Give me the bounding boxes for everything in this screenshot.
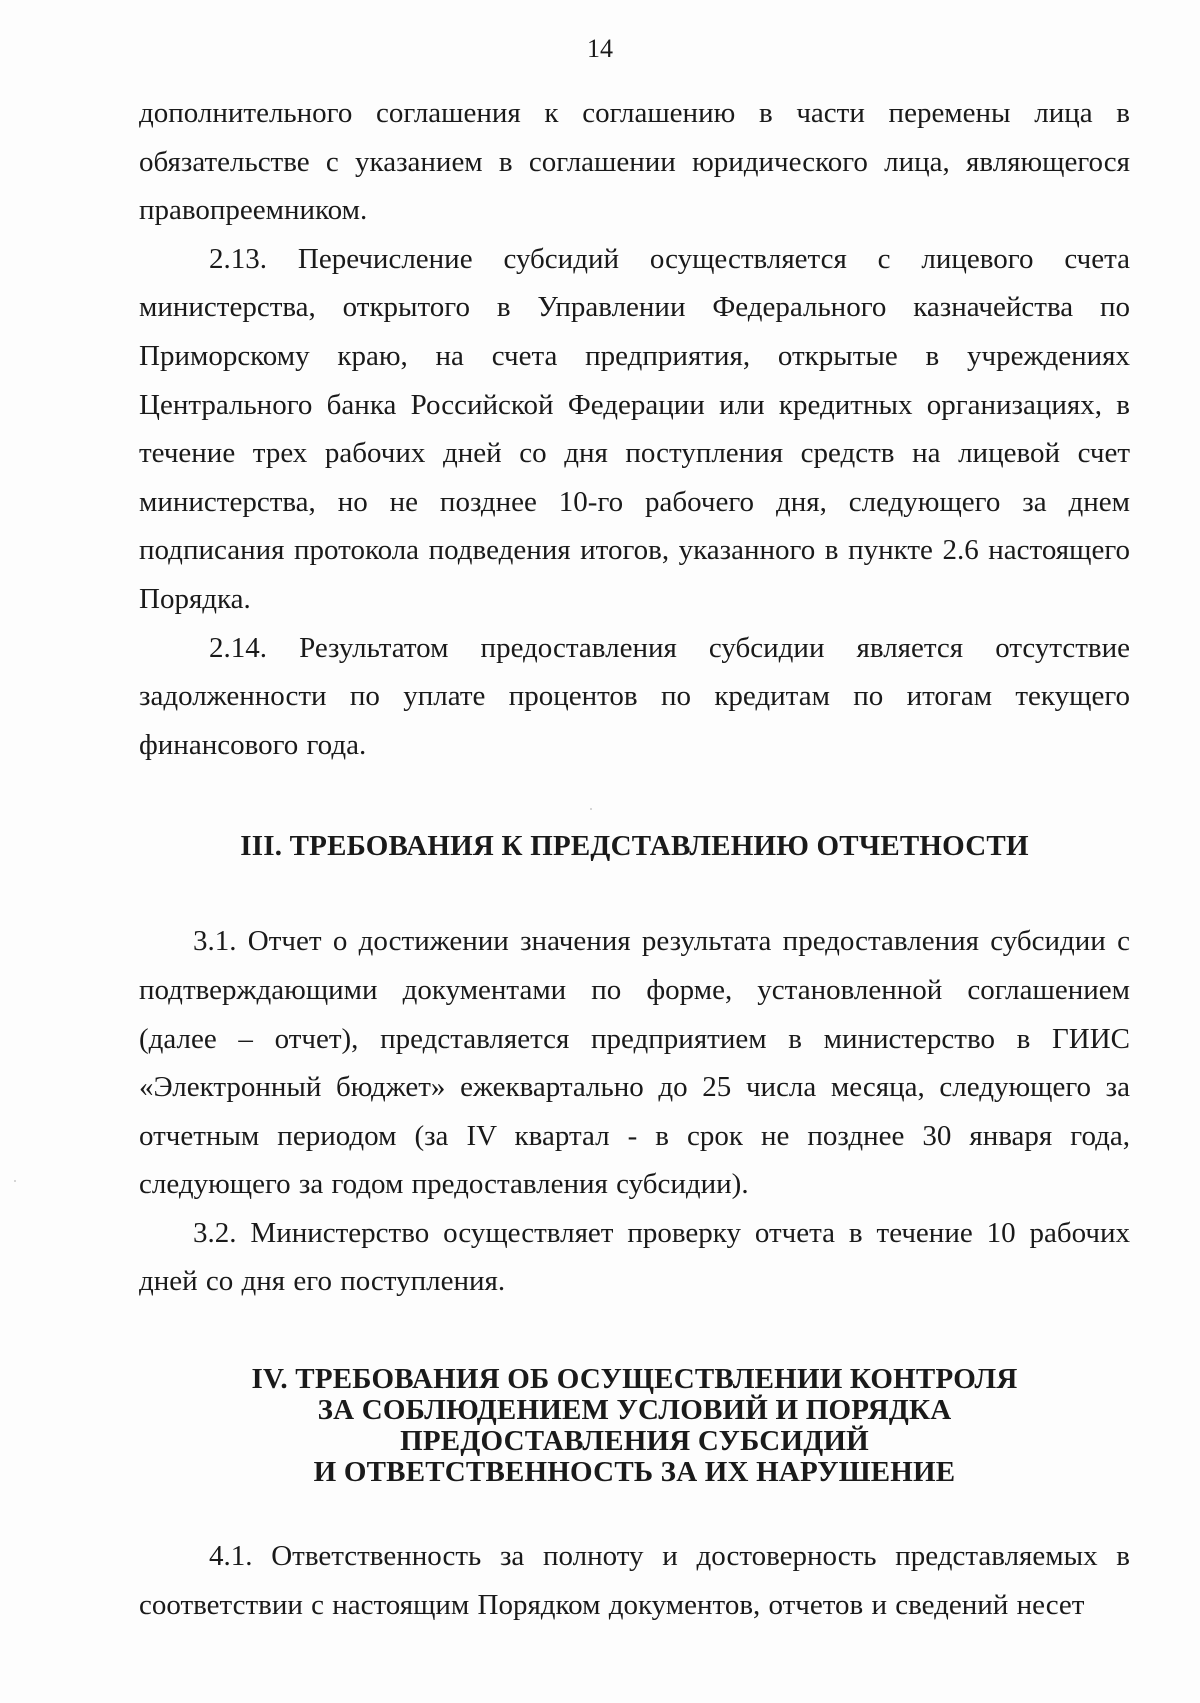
document-body bbox=[139, 89, 1130, 1629]
section-4-heading-line: ЗА СОБЛЮДЕНИЕМ УСЛОВИЙ И ПОРЯДКА bbox=[317, 1394, 952, 1427]
paragraph-4-1: 4.1. Ответственность за полноту и достоверность представляемых в соответствии с настоящим Порядком документов, отчетов и сведений несет bbox=[139, 1540, 1130, 1621]
page-number: 14 bbox=[587, 34, 613, 63]
scan-speck bbox=[590, 808, 592, 810]
paragraph-2-13: 2.13. Перечисление субсидий осуществляется с лицевого счета министерства, открытого в Управлении Федерального казначейства по Приморскому краю, на счета предприятия, открытые в учреждениях Центрального банка Российской Федерации или кредитных организациях, в течение трех рабочих дней со дня поступления средств на лицевой счет министерства, но не позднее 10-го рабочего дня, следующего за днем подписания протокола подведения итогов, указанного в пункте 2.6 настоящего Порядка. bbox=[139, 242, 1130, 615]
paragraph-3-2: 3.2. Министерство осуществляет проверку отчета в течение 10 рабочих дней со дня его поступления. bbox=[139, 1216, 1130, 1298]
paragraph-2-14: 2.14. Результатом предоставления субсидии является отсутствие задолженности по уплате процентов по кредитам по итогам текущего финансового года. bbox=[139, 631, 1130, 761]
section-3-heading: III. ТРЕБОВАНИЯ К ПРЕДСТАВЛЕНИЮ ОТЧЕТНОСТИ bbox=[240, 830, 1029, 863]
scan-speck bbox=[14, 1180, 16, 1182]
section-4-heading-line: ПРЕДОСТАВЛЕНИЯ СУБСИДИЙ bbox=[400, 1425, 869, 1458]
paragraph-continuation: дополнительного соглашения к соглашению в части перемены лица в обязательстве с указанием в соглашении юридического лица, являющегося правопреемником. bbox=[139, 97, 1130, 227]
paragraph-3-1: 3.1. Отчет о достижении значения результата предоставления субсидии с подтверждающими документами по форме, установленной соглашением (далее – отчет), представляется предприятием в министерство в ГИИС «Электронный бюджет» ежеквартально до 25 числа месяца, следующего за отчетным периодом (за IV квартал - в срок не позднее 30 января года, следующего за годом предоставления субсидии). bbox=[139, 925, 1130, 1201]
section-4-heading-line: IV. ТРЕБОВАНИЯ ОБ ОСУЩЕСТВЛЕНИИ КОНТРОЛЯ bbox=[251, 1363, 1018, 1396]
section-4-heading-line: И ОТВЕТСТВЕННОСТЬ ЗА ИХ НАРУШЕНИЕ bbox=[313, 1456, 956, 1489]
section-4-heading bbox=[139, 1364, 1130, 1488]
